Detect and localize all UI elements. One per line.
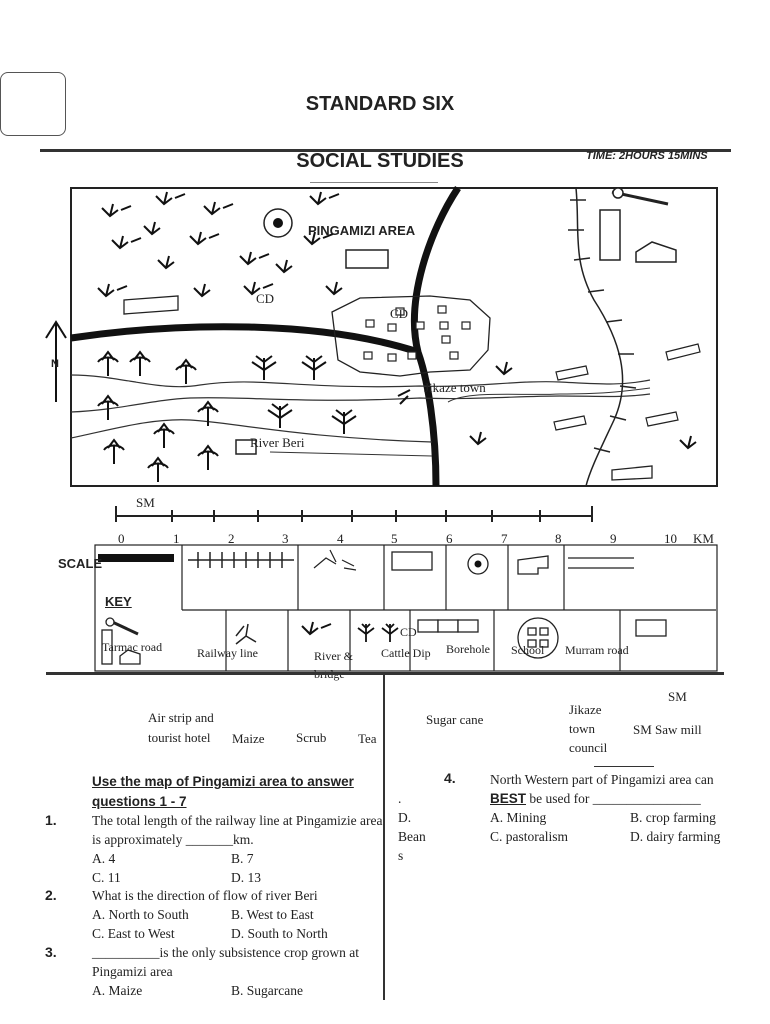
- q3-overflow-d: D.: [398, 810, 412, 825]
- q1-option-a: A. 4: [92, 851, 116, 866]
- map-area-label: PINGAMIZI AREA: [308, 223, 416, 238]
- key-borehole: Borehole: [446, 642, 490, 656]
- tree-symbols: [98, 352, 356, 482]
- q4-text-post: be used for ________________: [526, 791, 701, 806]
- airstrip-hotel: [600, 188, 676, 262]
- scale-tick-5: 5: [391, 531, 398, 546]
- key-sm-saw-mill: SM Saw mill: [633, 722, 702, 737]
- scale-tick-3: 3: [282, 531, 289, 546]
- scale-tick-7: 7: [501, 531, 508, 546]
- scale-unit: KM: [693, 531, 714, 546]
- q3-overflow-dot: .: [398, 791, 402, 806]
- scale-tick-1: 1: [173, 531, 180, 546]
- q2-option-d: D. South to North: [231, 926, 328, 941]
- key-railway-line: Railway line: [197, 646, 258, 660]
- key-jikaze-council: Jikaze town council: [569, 702, 608, 755]
- sm-label: SM: [136, 495, 155, 510]
- scale-label: SCALE: [58, 556, 103, 571]
- scale-bar: [110, 500, 600, 526]
- q3-option-a: A. Maize: [92, 983, 143, 998]
- q1-text: The total length of the railway line at Pingamizie area is approximately _______km.: [92, 813, 383, 847]
- time-allowed: TIME: 2HOURS 15MINS: [586, 150, 708, 162]
- section-divider: [46, 672, 724, 675]
- q4-text: [490, 770, 754, 808]
- key-murram-road: Murram road: [565, 643, 629, 657]
- q4-number: 4.: [444, 770, 456, 786]
- saw-mill-map-east: [612, 466, 652, 480]
- q4-option-b: B. crop farming: [630, 810, 716, 825]
- q4-option-a: A. Mining: [490, 810, 547, 825]
- q4-best: BEST: [490, 791, 527, 806]
- scale-tick-2: 2: [228, 531, 235, 546]
- q4-option-d: D. dairy farming: [630, 829, 721, 844]
- scale-tick-9: 9: [610, 531, 617, 546]
- key-scrub: Scrub: [296, 730, 327, 745]
- scale-tick-8: 8: [555, 531, 562, 546]
- key-label: KEY: [105, 594, 132, 609]
- q1-number: 1.: [45, 812, 57, 828]
- key-tarmac-road: Tarmac road: [102, 640, 163, 654]
- subject-title: SOCIAL STUDIES: [296, 150, 464, 172]
- map-cd-label-1: CD: [256, 291, 275, 306]
- q3-overflow-s: s: [398, 848, 404, 863]
- q2-option-a: A. North to South: [92, 907, 189, 922]
- scale-tick-6: 6: [446, 531, 453, 546]
- instructions: Use the map of Pingamizi area to answer questions 1 - 7: [92, 774, 354, 809]
- saw-mill-map: [124, 296, 178, 314]
- key-sm-top: SM: [668, 689, 687, 704]
- key-river-bridge: River &: [314, 649, 353, 663]
- key-airstrip-hotel: Air strip and tourist hotel: [148, 710, 214, 745]
- q2-option-b: B. West to East: [231, 907, 314, 922]
- q3-overflow-bean: Bean: [398, 829, 426, 844]
- q4-option-c: C. pastoralism: [490, 829, 568, 844]
- tarmac-road-west: [71, 327, 418, 352]
- scale-tick-0: 0: [118, 531, 125, 546]
- key-maize: Maize: [232, 731, 265, 746]
- north-label: N: [51, 358, 59, 370]
- q3-text: __________is the only subsistence crop grown at Pingamizi area: [92, 945, 359, 979]
- river-channel: [270, 452, 432, 456]
- school-building: [346, 250, 388, 268]
- q2-option-c: C. East to West: [92, 926, 175, 941]
- q4-text-pre: North Western part of Pingamizi area can: [490, 772, 714, 787]
- q3-number: 3.: [45, 944, 57, 960]
- map-town-label: Jikaze town: [424, 380, 486, 395]
- key-cattle-dip: Cattle Dip: [381, 646, 431, 660]
- scale-tick-10: 10: [664, 531, 677, 546]
- exam-title: STANDARD SIX: [305, 93, 455, 115]
- q1-option-b: B. 7: [231, 851, 254, 866]
- q3-option-b: B. Sugarcane: [231, 983, 303, 998]
- key-underline: [594, 766, 654, 767]
- key-tea: Tea: [358, 731, 377, 746]
- q2-text: What is the direction of flow of river Beri: [92, 888, 318, 903]
- map-river-label: River Beri: [250, 435, 305, 450]
- map-cd-label-2: CD: [390, 306, 409, 321]
- river-beri-south-bank: [71, 394, 650, 412]
- scale-tick-4: 4: [337, 531, 344, 546]
- borehole-symbol: [264, 209, 292, 237]
- key-cd-label: CD: [400, 625, 417, 639]
- q2-number: 2.: [45, 887, 57, 903]
- q1-option-d: D. 13: [231, 870, 261, 885]
- q1-option-c: C. 11: [92, 870, 121, 885]
- key-school: School: [511, 643, 545, 657]
- key-sugar-cane: Sugar cane: [426, 712, 484, 727]
